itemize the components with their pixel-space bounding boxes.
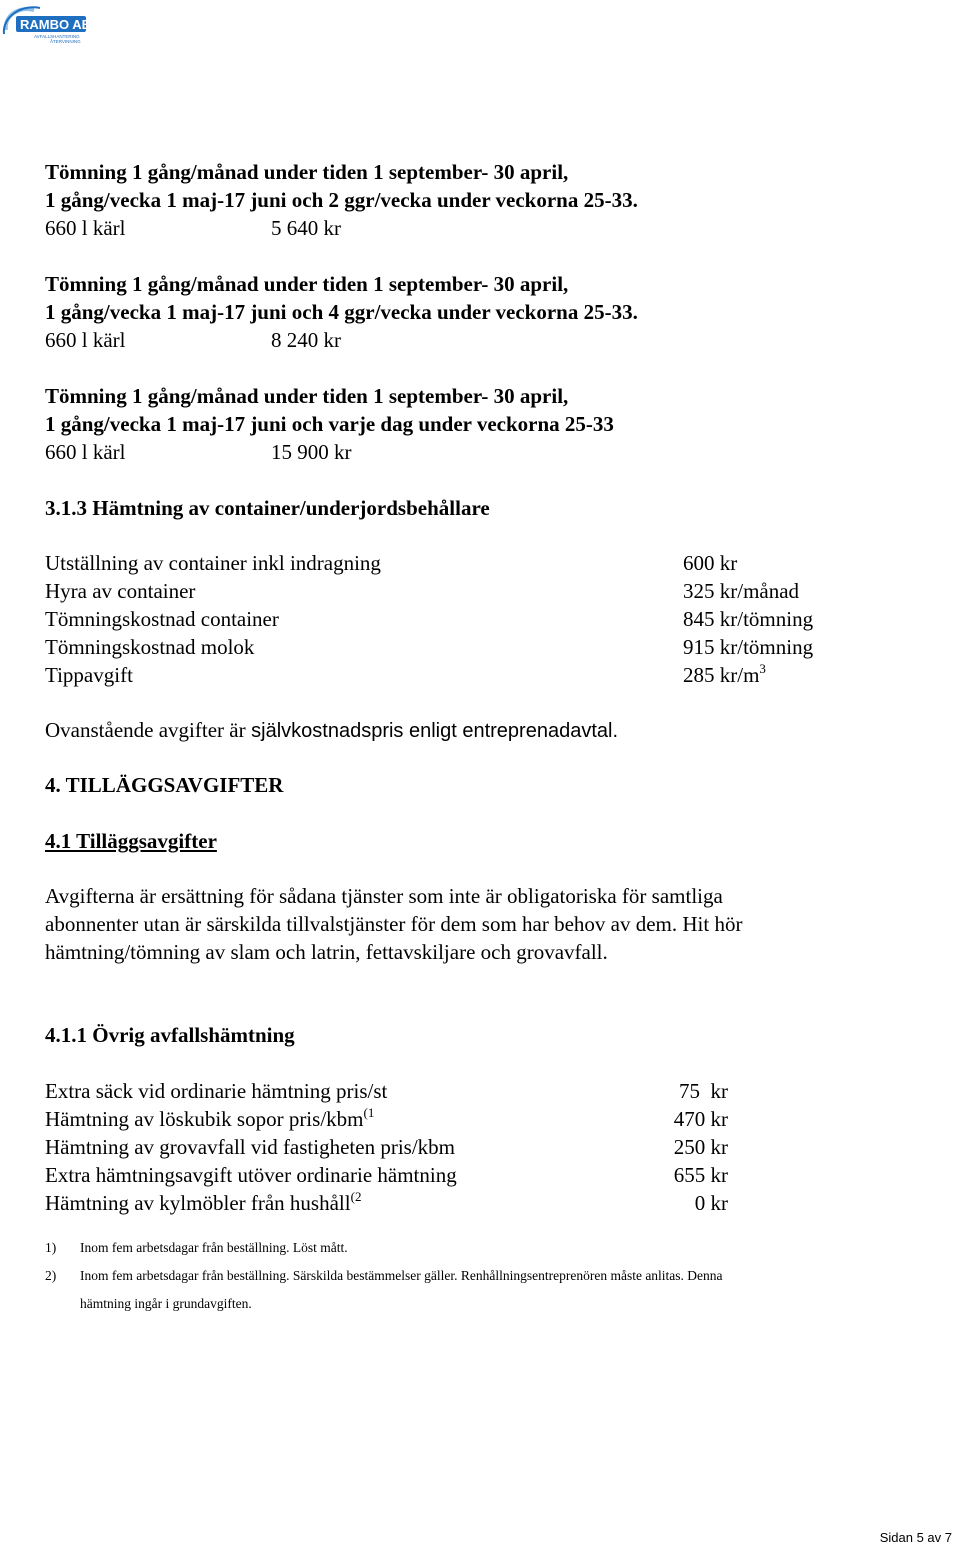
fee-row-price: 250 kr xyxy=(673,1135,728,1159)
fee-row-label: Extra säck vid ordinarie hämtning pris/st xyxy=(45,1079,388,1103)
self-cost-note: Ovanstående avgifter är självkostnadspris enligt entreprenadavtal. xyxy=(45,718,619,742)
fee-row-price: 655 kr xyxy=(673,1163,728,1187)
option3-item: 660 l kärl xyxy=(45,440,126,464)
fee-row-label: Hämtning av löskubik sopor pris/kbm$^{(1}$ xyxy=(45,1105,375,1131)
footnote-text: Inom fem arbetsdagar från beställning. Särskilda bestämmelser gäller. Renhållningsentreprenören måste anlitas. Denna xyxy=(80,1268,723,1283)
container-row-price: 600 kr xyxy=(683,551,738,575)
option2-item: 660 l kärl xyxy=(45,328,126,352)
container-row-label: Tippavgift xyxy=(45,663,133,687)
paragraph-line: abonnenter utan är särskilda tillvalstjänster för dem som har behov av dem. Hit hör xyxy=(45,912,743,936)
footnote-text: Inom fem arbetsdagar från beställning. Löst mått. xyxy=(80,1240,348,1255)
fee-row-label: Hämtning av kylmöbler från hushåll$^{(2}$ xyxy=(45,1189,362,1215)
section-411-heading: 4.1.1 Övrig avfallshämtning xyxy=(45,1023,295,1047)
container-row-price: 285 $kr/m^3$ xyxy=(683,661,766,687)
svg-text:RAMBO AB: RAMBO AB xyxy=(20,17,92,32)
svg-text:AVFALLSHANTERING: AVFALLSHANTERING xyxy=(34,34,80,39)
fee-row-price: 0 kr xyxy=(694,1191,728,1215)
container-row-price: 325 kr/månad xyxy=(683,579,800,603)
option3-price: 15 900 kr xyxy=(271,440,352,464)
option1-line2: 1 gång/vecka 1 maj-17 juni och 2 ggr/vecka under veckorna 25-33. xyxy=(45,188,638,212)
fee-row-label: Hämtning av grovavfall vid fastigheten pris/kbm xyxy=(45,1135,455,1159)
option3-line1: Tömning 1 gång/månad under tiden 1 september- 30 april, xyxy=(45,384,569,408)
footnote-number: 1) xyxy=(45,1240,57,1255)
section-313-heading: 3.1.3 Hämtning av container/underjordsbehållare xyxy=(45,496,490,520)
container-row-label: Hyra av container xyxy=(45,579,196,603)
option3-line2: 1 gång/vecka 1 maj-17 juni och varje dag under veckorna 25-33 xyxy=(45,412,614,436)
page-number: Sidan 5 av 7 xyxy=(879,1530,952,1545)
container-row-label: Tömningskostnad container xyxy=(45,607,279,631)
container-row-price: 915 kr/tömning xyxy=(683,635,814,659)
footnote-ref: (2 xyxy=(350,1189,362,1204)
container-row-label: Tömningskostnad molok xyxy=(45,635,255,659)
option2-price: 8 240 kr xyxy=(271,328,341,352)
fee-row-label: Extra hämtningsavgift utöver ordinarie hämtning xyxy=(45,1163,457,1187)
fee-row-price: 470 kr xyxy=(673,1107,728,1131)
option1-line1: Tömning 1 gång/månad under tiden 1 september- 30 april, xyxy=(45,160,569,184)
company-logo xyxy=(0,0,92,46)
option1-price: 5 640 kr xyxy=(271,216,341,240)
section-4-heading: 4. TILLÄGGSAVGIFTER xyxy=(45,773,284,797)
paragraph-line: hämtning/tömning av slam och latrin, fettavskiljare och grovavfall. xyxy=(45,940,608,964)
container-row-label: Utställning av container inkl indragning xyxy=(45,551,381,575)
paragraph-line: Avgifterna är ersättning för sådana tjänster som inte är obligatoriska för samtliga xyxy=(45,884,723,908)
svg-text:ÅTERVINNING: ÅTERVINNING xyxy=(50,39,81,44)
option1-item: 660 l kärl xyxy=(45,216,126,240)
superscript: 3 xyxy=(759,661,766,676)
section-41-heading: 4.1 Tilläggsavgifter xyxy=(45,829,217,853)
container-row-price: 845 kr/tömning xyxy=(683,607,814,631)
option2-line1: Tömning 1 gång/månad under tiden 1 september- 30 april, xyxy=(45,272,569,296)
option2-line2: 1 gång/vecka 1 maj-17 juni och 4 ggr/vecka under veckorna 25-33. xyxy=(45,300,638,324)
footnote-text: hämtning ingår i grundavgiften. xyxy=(80,1296,252,1311)
footnote-number: 2) xyxy=(45,1268,57,1283)
footnote-ref: (1 xyxy=(363,1105,375,1120)
fee-row-price: 75 kr xyxy=(679,1079,728,1103)
